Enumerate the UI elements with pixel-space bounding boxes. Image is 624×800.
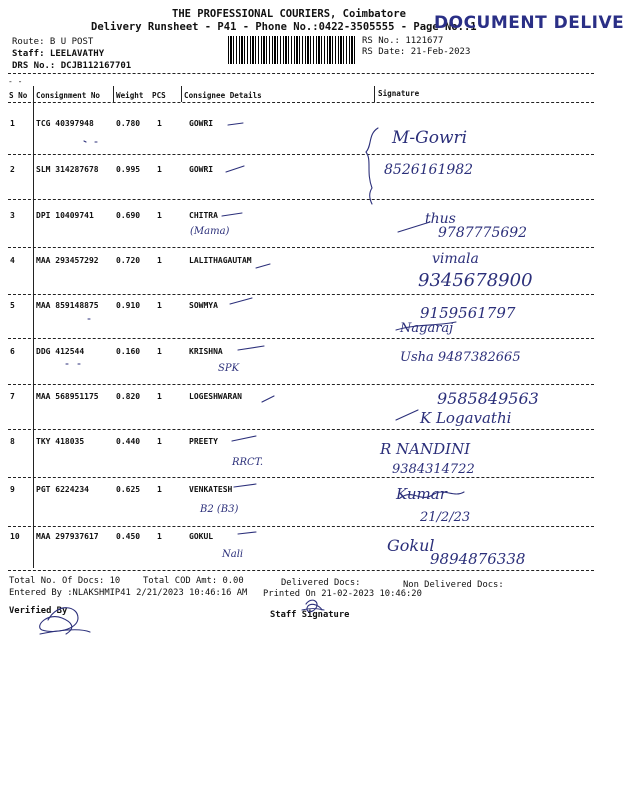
company-name: THE PROFESSIONAL COURIERS, Coimbatore: [172, 8, 406, 20]
row-3-handwritten-note: (Mama): [190, 226, 230, 237]
row-1-signature: M-Gowri: [392, 128, 468, 148]
row-6-weight: 0.160: [116, 347, 141, 356]
table-bottom-divider: [8, 570, 594, 571]
row-divider: [8, 247, 594, 248]
drs-number: DRS No.: DCJB112167701: [12, 61, 132, 71]
row-9-handwritten-note: B2 (B3): [200, 504, 239, 515]
col-weight-header: Weight: [116, 91, 144, 100]
row-2-weight: 0.995: [116, 165, 141, 174]
row-3-consignment: DPI 10409741: [36, 211, 94, 220]
row-6-pcs: 1: [157, 347, 162, 356]
row-3-signature: thus: [425, 211, 456, 227]
staff-label: Staff: LEELAVATHY: [12, 49, 105, 59]
column-header-divider: [8, 102, 594, 103]
route-label: Route: B U POST: [12, 37, 94, 47]
row-6-sno: 6: [10, 347, 15, 356]
row-7-sno: 7: [10, 392, 15, 401]
total-docs: Total No. Of Docs: 10: [9, 576, 121, 586]
row-divider: [8, 199, 594, 200]
row-8-pcs: 1: [157, 437, 162, 446]
row-2-pcs: 1: [157, 165, 162, 174]
row-5-sno: 5: [10, 301, 15, 310]
row-1-weight: 0.780: [116, 119, 141, 128]
row-5-signature: 9159561797: [420, 304, 516, 322]
row-5-pcs: 1: [157, 301, 162, 310]
row-9-date: 21/2/23: [420, 510, 471, 525]
column-separator: [33, 86, 34, 568]
row-4-consignment: MAA 293457292: [36, 256, 99, 265]
row-5-name: Nagaraj: [400, 321, 454, 336]
entered-by: Entered By :NLAKSHMIP41 2/21/2023 10:46:16 AM: [9, 588, 248, 598]
total-cod: Total COD Amt: 0.00: [143, 576, 244, 586]
row-9-consignee: VENKATESH: [189, 485, 233, 494]
row-1-consignee: GOWRI: [189, 119, 214, 128]
row-7-consignee: LOGESHWARAN: [189, 392, 242, 401]
row-9-weight: 0.625: [116, 485, 141, 494]
row-5-consignment: MAA 859148875: [36, 301, 99, 310]
header-divider: [8, 73, 594, 74]
row-divider: [8, 526, 594, 527]
row-8-weight: 0.440: [116, 437, 141, 446]
row-4-consignee: LALITHAGAUTAM: [189, 256, 252, 265]
row-8-consignee: PREETY: [189, 437, 218, 446]
row-10-consignee: GOKUL: [189, 532, 214, 541]
row-6-consignee: KRISHNA: [189, 347, 223, 356]
row-3-consignee: CHITRA: [189, 211, 218, 220]
document-delivery-stamp: DOCUMENT DELIVE: [434, 13, 624, 33]
barcode: [228, 36, 355, 64]
row-7-consignment: MAA 568951175: [36, 392, 99, 401]
row-divider: [8, 154, 594, 155]
row-2-consignee: GOWRI: [189, 165, 214, 174]
row-10-consignment: MAA 297937617: [36, 532, 99, 541]
row-9-consignment: PGT 6224234: [36, 485, 89, 494]
row-6-consignment: DDG 412544: [36, 347, 85, 356]
verified-by: Verified By: [9, 606, 68, 616]
row-10-phone: 9894876338: [430, 550, 526, 568]
col-consignment-header: Consignment No: [36, 91, 101, 100]
row-4-pcs: 1: [157, 256, 162, 265]
row-4-signature: vimala: [432, 251, 479, 267]
delivered-docs: Delivered Docs:: [281, 578, 361, 588]
row-7-signature: K Logavathi: [420, 409, 512, 427]
row-10-pcs: 1: [157, 532, 162, 541]
printed-on: Printed On 21-02-2023 10:46:20: [263, 589, 422, 599]
row-7-weight: 0.820: [116, 392, 141, 401]
runsheet-title: Delivery Runsheet - P41 - Phone No.:0422-3505555 - Page No.:1: [91, 21, 477, 33]
row-3-phone: 9787775692: [438, 225, 528, 241]
row-2-signature: 8526161982: [384, 162, 474, 178]
row-8-consignment: TKY 418035: [36, 437, 85, 446]
row-3-sno: 3: [10, 211, 15, 220]
row-3-weight: 0.690: [116, 211, 141, 220]
staff-signature-label: Staff Signature: [270, 610, 350, 620]
row-8-sno: 8: [10, 437, 15, 446]
col-sno-header: S No: [9, 91, 28, 100]
row-7-pcs: 1: [157, 392, 162, 401]
row-10-signature: Gokul: [387, 536, 435, 555]
row-8-signature: R NANDINI: [380, 440, 471, 458]
rs-date: RS Date: 21-Feb-2023: [362, 47, 471, 57]
row-6-signature: Usha 9487382665: [400, 350, 521, 365]
column-separator: [181, 86, 182, 102]
column-separator: [113, 86, 114, 102]
row-6-handwritten-note: SPK: [218, 363, 240, 374]
row-4-sno: 4: [10, 256, 15, 265]
non-delivered-docs: Non Delivered Docs:: [403, 580, 504, 590]
row-divider: [8, 477, 594, 478]
row-10-weight: 0.450: [116, 532, 141, 541]
row-7-phone: 9585849563: [437, 389, 539, 408]
bracket-stroke: [366, 128, 378, 204]
row-9-sno: 9: [10, 485, 15, 494]
row-divider: [8, 384, 594, 385]
row-1-pcs: 1: [157, 119, 162, 128]
row-divider: [8, 429, 594, 430]
col-consignee-header: Consignee Details: [184, 91, 262, 100]
row-4-weight: 0.720: [116, 256, 141, 265]
row-8-phone: 9384314722: [392, 462, 475, 477]
row-2-consignment: SLM 314287678: [36, 165, 99, 174]
rs-number: RS No.: 1121677: [362, 36, 444, 46]
row-5-consignee: SOWMYA: [189, 301, 218, 310]
row-1-consignment: TCG 40397948: [36, 119, 94, 128]
row-5-weight: 0.910: [116, 301, 141, 310]
row-1-sno: 1: [10, 119, 15, 128]
row-4-phone: 9345678900: [418, 270, 533, 291]
row-8-handwritten-note: RRCT.: [232, 457, 264, 468]
row-divider: [8, 338, 594, 339]
col-signature-header: Signature: [378, 89, 420, 98]
row-10-handwritten-note: Nali: [222, 549, 244, 560]
row-9-signature: Kumar: [396, 485, 447, 503]
divider-mark: - -: [8, 77, 23, 86]
row-2-sno: 2: [10, 165, 15, 174]
row-divider: [8, 294, 594, 295]
row-9-pcs: 1: [157, 485, 162, 494]
col-pcs-header: PCS: [152, 91, 166, 100]
row-3-pcs: 1: [157, 211, 162, 220]
row-10-sno: 10: [10, 532, 20, 541]
column-separator: [374, 86, 375, 102]
